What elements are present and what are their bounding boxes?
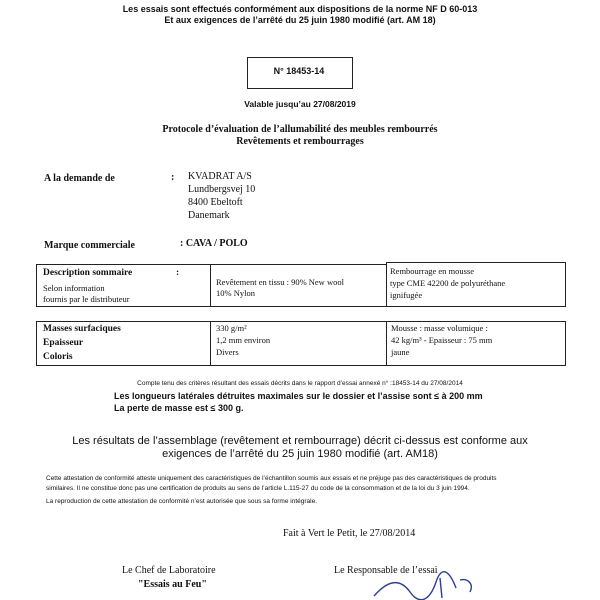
foam-line-2: 42 kg/m³ - Epaisseur : 75 mm bbox=[391, 335, 493, 345]
brand-label: Marque commerciale bbox=[44, 240, 135, 251]
client-country: Danemark bbox=[188, 210, 230, 221]
conclusion-length: Les longueurs latérales détruites maximales sur le dossier et l’assise sont ≤ à 200 mm bbox=[114, 391, 483, 401]
padding-line-3: ignifugée bbox=[390, 290, 423, 300]
document-title: Protocole d’évaluation de l’allumabilité des meubles rembourrés bbox=[162, 124, 438, 135]
header-line-2: Et aux exigences de l’arrêté du 25 juin 1980 modifié (art. AM 18) bbox=[164, 15, 436, 25]
lab-head-title: Le Chef de Laboratoire bbox=[122, 565, 216, 576]
padding-line-2: type CME 42200 de polyuréthane bbox=[390, 278, 506, 288]
conclusion-reference: Compte tenu des critères résultant des essais décrits dans le rapport d’essai annexé n° :18453-14 du 27/08/2014 bbox=[137, 380, 463, 387]
mass-value: 330 g/m² bbox=[216, 323, 247, 333]
request-colon: : bbox=[171, 172, 175, 183]
description-sublabel-1: Selon information bbox=[43, 283, 105, 293]
valid-until: Valable jusqu’au 27/08/2019 bbox=[244, 99, 356, 109]
certificate-number: N° 18453-14 bbox=[273, 66, 325, 76]
disclaimer-line-2: similaires. Il ne constitue donc pas une certification de produits au sens de l’article L.115-27 du code de la consommation et de la loi du 3 juin 1994. bbox=[46, 485, 470, 492]
result-line-1: Les résultats de l’assemblage (revêtement et rembourrage) décrit ci-dessus est conforme aux bbox=[72, 435, 528, 447]
client-street: Lundbergsvej 10 bbox=[188, 184, 256, 195]
conclusion-mass-loss: La perte de masse est ≤ 300 g. bbox=[114, 403, 244, 413]
disclaimer-line-3: La reproduction de cette attestation de conformité n’est autorisée que sous sa forme intégrale. bbox=[46, 498, 317, 505]
header bbox=[0, 4, 600, 26]
foam-line-1: Mousse : masse volumique : bbox=[391, 323, 488, 333]
brand-value: : CAVA / POLO bbox=[180, 238, 248, 249]
header-line-1: Les essais sont effectués conformément aux dispositions de la norme NF D 60-013 bbox=[122, 4, 478, 14]
description-sublabel-2: fournis par le distributeur bbox=[43, 294, 130, 304]
covering-line-2: 10% Nylon bbox=[216, 288, 255, 298]
lab-head-org: "Essais au Feu" bbox=[138, 579, 207, 590]
client-name: KVADRAT A/S bbox=[188, 171, 252, 182]
test-manager-title: Le Responsable de l’essai bbox=[334, 565, 438, 576]
label-thickness: Epaisseur bbox=[43, 338, 84, 348]
covering-line-1: Revêtement en tissu : 90% New wool bbox=[216, 277, 344, 287]
colors-value: Divers bbox=[216, 347, 239, 357]
thickness-value: 1,2 mm environ bbox=[216, 335, 271, 345]
description-label: Description sommaire bbox=[43, 268, 133, 278]
description-colon: : bbox=[176, 268, 180, 278]
result-line-2: exigences de l’arrêté du 25 juin 1980 modifié (art. AM18) bbox=[162, 448, 438, 460]
signature-stroke bbox=[374, 572, 471, 600]
client-city: 8400 Ebeltoft bbox=[188, 197, 243, 208]
disclaimer-line-1: Cette attestation de conformité atteste uniquement des caractéristiques de l’échantillon soumis aux essais et ne préjuge pas des caractéristiques de produits bbox=[46, 475, 497, 482]
padding-line-1: Rembourrage en mousse bbox=[390, 266, 475, 276]
handwritten-signature bbox=[370, 570, 480, 600]
label-mass: Masses surfaciques bbox=[43, 324, 121, 334]
foam-line-3: jaune bbox=[391, 347, 410, 357]
label-colors: Coloris bbox=[43, 352, 73, 362]
document-subtitle: Revêtements et rembourrages bbox=[236, 136, 364, 147]
request-label: A la demande de bbox=[44, 173, 115, 184]
place-date: Fait à Vert le Petit, le 27/08/2014 bbox=[283, 528, 416, 539]
